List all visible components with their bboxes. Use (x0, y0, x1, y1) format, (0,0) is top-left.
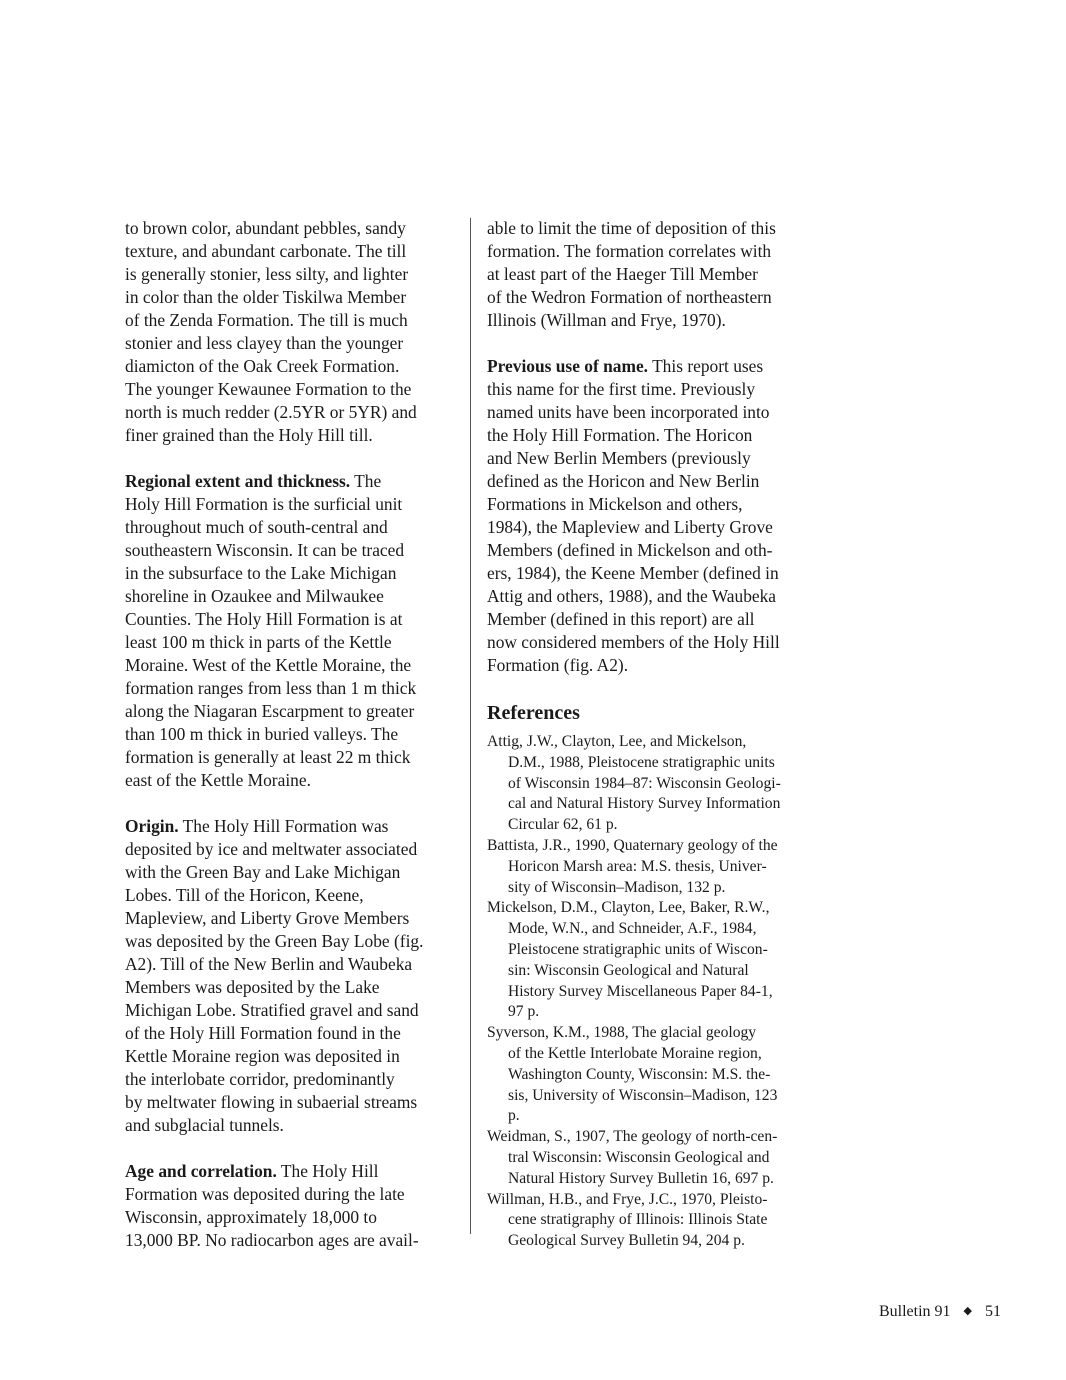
text-line: texture, and abundant carbonate. The till (125, 241, 407, 261)
text-line: Wisconsin, approximately 18,000 to (125, 1207, 377, 1227)
reference-line: Washington County, Wisconsin: M.S. the- (508, 1065, 771, 1083)
reference-entry-attig (487, 732, 817, 836)
reference-entry-mickelson (487, 898, 817, 1023)
column-divider (470, 218, 471, 1234)
reference-line: sin: Wisconsin Geological and Natural (508, 961, 749, 979)
paragraph-origin (125, 815, 459, 1137)
reference-line: cene stratigraphy of Illinois: Illinois State (508, 1211, 768, 1229)
text-line: now considered members of the Holy Hill (487, 632, 780, 652)
reference-line: Battista, J.R., 1990, Quaternary geology of the (487, 836, 778, 854)
reference-line: of the Kettle Interlobate Moraine region, (508, 1044, 762, 1062)
text-line (125, 470, 459, 493)
text-line: least 100 m thick in parts of the Kettle (125, 632, 392, 652)
text-line: throughout much of south-central and (125, 517, 388, 537)
text-run: This report uses (648, 356, 764, 376)
text-line: Attig and others, 1988), and the Waubeka (487, 586, 777, 606)
text-line: the Holy Hill Formation. The Horicon (487, 425, 753, 445)
paragraph-previous-use (487, 355, 817, 677)
text-line: Member (defined in this report) are all (487, 609, 755, 629)
reference-line: Mode, W.N., and Schneider, A.F., 1984, (508, 920, 757, 938)
text-line: Formation was deposited during the late (125, 1184, 405, 1204)
text-line: defined as the Horicon and New Berlin (487, 471, 760, 491)
text-line: The younger Kewaunee Formation to the (125, 379, 412, 399)
reference-line: Horicon Marsh area: M.S. thesis, Univer- (508, 857, 767, 875)
text-line: the interlobate corridor, predominantly (125, 1069, 395, 1089)
reference-line: Mickelson, D.M., Clayton, Lee, Baker, R.W., (487, 899, 770, 917)
text-line: this name for the first time. Previously (487, 379, 756, 399)
reference-line: Willman, H.B., and Frye, J.C., 1970, Pleisto- (487, 1190, 768, 1208)
text-line: of the Wedron Formation of northeastern (487, 287, 772, 307)
text-line: deposited by ice and meltwater associated (125, 839, 418, 859)
text-run: The Holy Hill (276, 1161, 379, 1181)
text-line: and New Berlin Members (previously (487, 448, 751, 468)
text-line (125, 1160, 459, 1183)
text-line: Illinois (Willman and Frye, 1970). (487, 310, 726, 330)
reference-line: Pleistocene stratigraphic units of Wiscon- (508, 940, 768, 958)
text-line: formation ranges from less than 1 m thick (125, 678, 417, 698)
reference-line: of Wisconsin 1984–87: Wisconsin Geologi- (508, 774, 781, 792)
run-in-heading-origin: Origin. (125, 816, 179, 836)
text-line: and subglacial tunnels. (125, 1115, 284, 1135)
text-line: north is much redder (2.5YR or 5YR) and (125, 402, 417, 422)
reference-line: Geological Survey Bulletin 94, 204 p. (508, 1232, 745, 1250)
publication-name: Bulletin 91 (878, 1303, 951, 1320)
text-line (487, 355, 817, 378)
text-line: formation is generally at least 22 m thick (125, 747, 411, 767)
text-line: 1984), the Mapleview and Liberty Grove (487, 517, 773, 537)
text-line: Counties. The Holy Hill Formation is at (125, 609, 403, 629)
references-heading: References (487, 702, 580, 724)
text-line: Moraine. West of the Kettle Moraine, the (125, 655, 412, 675)
text-line: 13,000 BP. No radiocarbon ages are avail- (125, 1230, 419, 1250)
text-line: to brown color, abundant pebbles, sandy (125, 218, 406, 238)
reference-list (487, 732, 817, 1252)
text-line: Members was deposited by the Lake (125, 977, 380, 997)
text-line: in color than the older Tiskilwa Member (125, 287, 407, 307)
text-line: in the subsurface to the Lake Michigan (125, 563, 397, 583)
run-in-heading-regional-extent: Regional extent and thickness. (125, 471, 351, 491)
text-line: of the Holy Hill Formation found in the (125, 1023, 401, 1043)
reference-line: Syverson, K.M., 1988, The glacial geology (487, 1024, 757, 1042)
text-line: shoreline in Ozaukee and Milwaukee (125, 586, 384, 606)
diamond-separator-icon: ◆ (963, 1305, 972, 1317)
text-line: A2). Till of the New Berlin and Waubeka (125, 954, 413, 974)
reference-entry-syverson (487, 1023, 817, 1127)
text-run: The (350, 471, 382, 491)
text-line: Michigan Lobe. Stratified gravel and sand (125, 1000, 419, 1020)
text-line (125, 815, 459, 838)
paragraph-regional-extent (125, 470, 459, 792)
text-line: ers, 1984), the Keene Member (defined in (487, 563, 779, 583)
reference-entry-weidman (487, 1127, 817, 1189)
text-line: is generally stonier, less silty, and lighter (125, 264, 409, 284)
run-in-heading-age-correlation: Age and correlation. (125, 1161, 277, 1181)
text-line: by meltwater flowing in subaerial streams (125, 1092, 418, 1112)
text-line: formation. The formation correlates with (487, 241, 772, 261)
text-line: Formation (fig. A2). (487, 655, 629, 675)
reference-line: D.M., 1988, Pleistocene stratigraphic units (508, 753, 775, 771)
text-line: was deposited by the Green Bay Lobe (fig. (125, 931, 424, 951)
page-number: 51 (985, 1303, 1001, 1320)
reference-line: Weidman, S., 1907, The geology of north-cen- (487, 1128, 778, 1146)
text-line: Mapleview, and Liberty Grove Members (125, 908, 410, 928)
text-line: along the Niagaran Escarpment to greater (125, 701, 415, 721)
text-line: than 100 m thick in buried valleys. The (125, 724, 399, 744)
paragraph-till-description (125, 217, 459, 447)
paragraph-age-correlation (125, 1160, 459, 1252)
text-line: southeastern Wisconsin. It can be traced (125, 540, 405, 560)
text-line: east of the Kettle Moraine. (125, 770, 311, 790)
reference-line: sity of Wisconsin–Madison, 132 p. (508, 878, 726, 896)
text-line: named units have been incorporated into (487, 402, 770, 422)
text-run: The Holy Hill Formation was (178, 816, 389, 836)
reference-line: tral Wisconsin: Wisconsin Geological and (508, 1148, 770, 1166)
text-line: Members (defined in Mickelson and oth- (487, 540, 773, 560)
reference-line: Circular 62, 61 p. (508, 816, 618, 834)
text-line: Holy Hill Formation is the surficial unit (125, 494, 403, 514)
reference-line: History Survey Miscellaneous Paper 84-1, (508, 982, 773, 1000)
right-column (487, 217, 817, 1252)
reference-line: Attig, J.W., Clayton, Lee, and Mickelson, (487, 733, 747, 750)
reference-line: cal and Natural History Survey Information (508, 795, 781, 813)
text-line: stonier and less clayey than the younger (125, 333, 404, 353)
reference-line: sis, University of Wisconsin–Madison, 123 (508, 1086, 778, 1104)
paragraph-correlation-continued (487, 217, 817, 332)
text-line: able to limit the time of deposition of this (487, 218, 776, 238)
reference-line: 97 p. (508, 1003, 540, 1021)
reference-line: p. (508, 1107, 520, 1125)
text-line: of the Zenda Formation. The till is much (125, 310, 408, 330)
left-column (125, 217, 459, 1275)
reference-entry-battista (487, 836, 817, 898)
page-footer (879, 1301, 1001, 1322)
reference-line: Natural History Survey Bulletin 16, 697 p. (508, 1169, 774, 1187)
text-line: Formations in Mickelson and others, (487, 494, 743, 514)
reference-entry-willman (487, 1190, 817, 1252)
text-line: diamicton of the Oak Creek Formation. (125, 356, 400, 376)
text-line: Lobes. Till of the Horicon, Keene, (125, 885, 364, 905)
text-line: at least part of the Haeger Till Member (487, 264, 758, 284)
text-line: with the Green Bay and Lake Michigan (125, 862, 401, 882)
run-in-heading-previous-use: Previous use of name. (487, 356, 649, 376)
text-line: finer grained than the Holy Hill till. (125, 425, 373, 445)
text-line: Kettle Moraine region was deposited in (125, 1046, 400, 1066)
